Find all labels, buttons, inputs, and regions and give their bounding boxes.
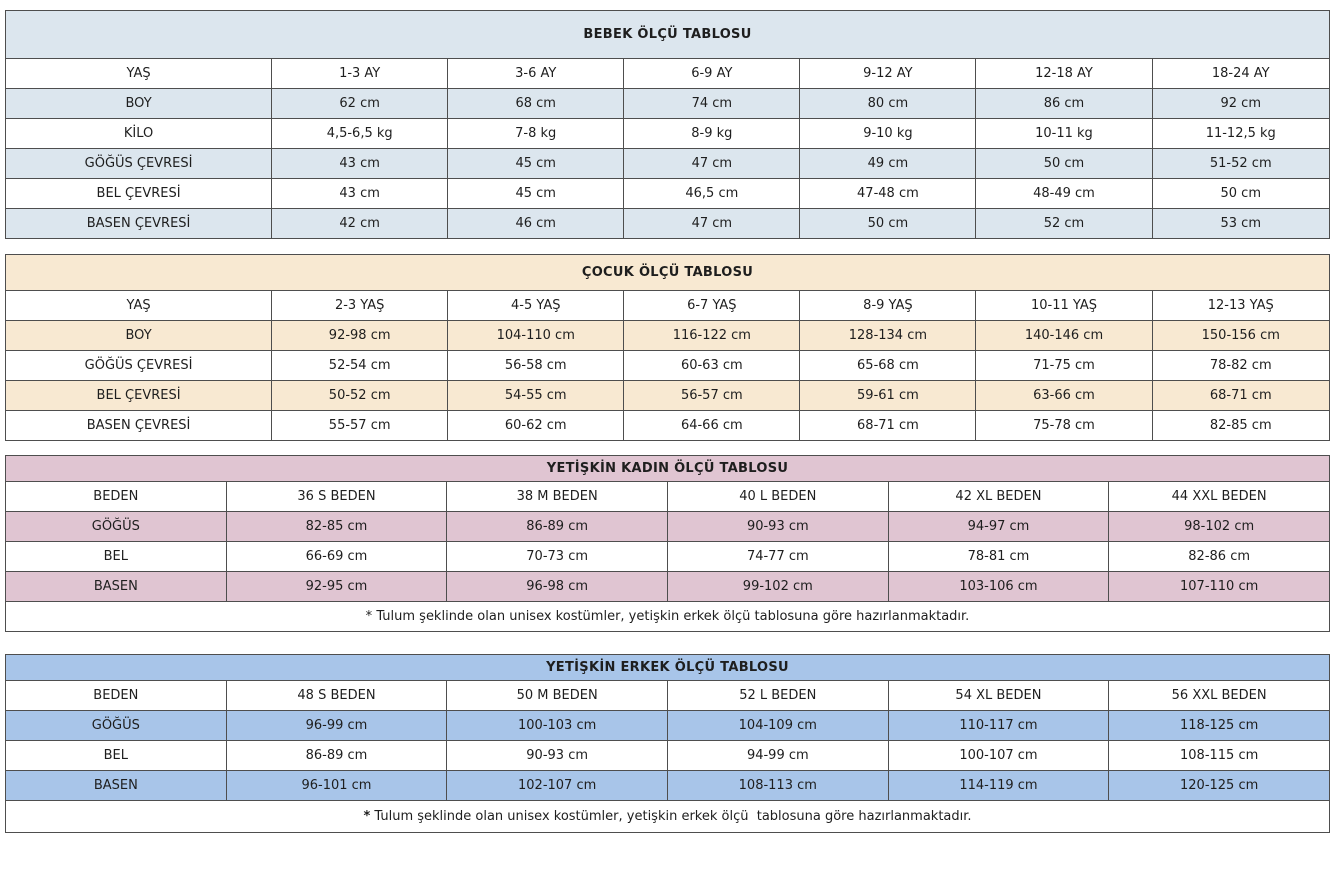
table-cell: 96-98 cm [447,572,668,602]
table-cell: 99-102 cm [667,572,888,602]
table-row [6,351,1330,381]
table-cell: 96-101 cm [226,771,447,801]
table-cell: 114-119 cm [888,771,1109,801]
size-table [5,654,1330,833]
table-cell: 100-103 cm [447,711,668,741]
column-header: 48 S BEDEN [226,681,447,711]
table-cell: 140-146 cm [976,321,1152,351]
table-cell: 107-110 cm [1109,572,1330,602]
table-row [6,321,1330,351]
table-cell: 45 cm [448,179,624,209]
table-cell: 86 cm [976,89,1152,119]
table-cell: 4,5-6,5 kg [272,119,448,149]
table-cell: 102-107 cm [447,771,668,801]
table-row [6,89,1330,119]
table-cell: 90-93 cm [447,741,668,771]
table-row [6,381,1330,411]
table-cell: 11-12,5 kg [1152,119,1329,149]
table-cell: 120-125 cm [1109,771,1330,801]
table-cell: 68-71 cm [800,411,976,441]
table-cell: 70-73 cm [447,542,668,572]
footnote-asterisk: * [365,609,373,624]
column-header: 40 L BEDEN [667,482,888,512]
footnote [6,602,1330,632]
row-label: GÖĞÜS ÇEVRESİ [6,351,272,381]
table-cell: 59-61 cm [800,381,976,411]
row-label: BOY [6,89,272,119]
size-table [5,455,1330,632]
table-cell: 46,5 cm [624,179,800,209]
table-cell: 82-86 cm [1109,542,1330,572]
table-cell: 54-55 cm [448,381,624,411]
table-cell: 104-109 cm [667,711,888,741]
table-cell: 104-110 cm [448,321,624,351]
table-cell: 56-58 cm [448,351,624,381]
row-label-header: YAŞ [6,59,272,89]
table-cell: 150-156 cm [1152,321,1329,351]
header-row [6,59,1330,89]
table-cell: 68-71 cm [1152,381,1329,411]
table-cell: 94-97 cm [888,512,1109,542]
row-label: GÖĞÜS [6,711,227,741]
column-header: 8-9 YAŞ [800,291,976,321]
header-row [6,681,1330,711]
baby-size-table-section [5,10,1332,239]
table-cell: 56-57 cm [624,381,800,411]
table-row [6,119,1330,149]
table-cell: 50 cm [1152,179,1329,209]
child-size-table-section [5,254,1332,441]
table-cell: 86-89 cm [447,512,668,542]
table-cell: 82-85 cm [226,512,447,542]
table-cell: 55-57 cm [272,411,448,441]
column-header: 18-24 AY [1152,59,1329,89]
table-cell: 74 cm [624,89,800,119]
table-cell: 71-75 cm [976,351,1152,381]
table-title: YETİŞKİN ERKEK ÖLÇÜ TABLOSU [6,655,1330,681]
table-cell: 60-63 cm [624,351,800,381]
table-cell: 116-122 cm [624,321,800,351]
table-cell: 108-115 cm [1109,741,1330,771]
table-cell: 118-125 cm [1109,711,1330,741]
column-header: 42 XL BEDEN [888,482,1109,512]
table-cell: 45 cm [448,149,624,179]
table-row [6,512,1330,542]
row-label: BOY [6,321,272,351]
row-label: KİLO [6,119,272,149]
footnote-text: Tulum şeklinde olan unisex kostümler, yetişkin erkek ölçü tablosuna göre hazırlanmaktadır. [376,609,970,624]
table-title-row [6,655,1330,681]
table-row [6,149,1330,179]
table-cell: 47 cm [624,209,800,239]
row-label: BEL [6,542,227,572]
table-cell: 52-54 cm [272,351,448,381]
table-cell: 52 cm [976,209,1152,239]
table-cell: 43 cm [272,179,448,209]
table-cell: 9-10 kg [800,119,976,149]
table-cell: 10-11 kg [976,119,1152,149]
table-row [6,411,1330,441]
table-row [6,771,1330,801]
table-cell: 47-48 cm [800,179,976,209]
table-cell: 8-9 kg [624,119,800,149]
table-row [6,741,1330,771]
row-label: BASEN ÇEVRESİ [6,411,272,441]
row-label-header: BEDEN [6,681,227,711]
table-cell: 62 cm [272,89,448,119]
footnote-row [6,801,1330,833]
table-title-row [6,456,1330,482]
table-cell: 82-85 cm [1152,411,1329,441]
table-cell: 90-93 cm [667,512,888,542]
table-cell: 50-52 cm [272,381,448,411]
table-cell: 65-68 cm [800,351,976,381]
footnote [6,801,1330,833]
table-cell: 53 cm [1152,209,1329,239]
table-title: YETİŞKİN KADIN ÖLÇÜ TABLOSU [6,456,1330,482]
row-label: GÖĞÜS ÇEVRESİ [6,149,272,179]
table-title: ÇOCUK ÖLÇÜ TABLOSU [6,255,1330,291]
table-cell: 66-69 cm [226,542,447,572]
column-header: 54 XL BEDEN [888,681,1109,711]
table-cell: 98-102 cm [1109,512,1330,542]
table-row [6,711,1330,741]
table-cell: 94-99 cm [667,741,888,771]
column-header: 52 L BEDEN [667,681,888,711]
footnote-asterisk: * [363,809,371,824]
size-table [5,254,1330,441]
column-header: 56 XXL BEDEN [1109,681,1330,711]
row-label-header: BEDEN [6,482,227,512]
table-cell: 50 cm [976,149,1152,179]
column-header: 12-13 YAŞ [1152,291,1329,321]
table-cell: 46 cm [448,209,624,239]
table-cell: 96-99 cm [226,711,447,741]
table-cell: 92-98 cm [272,321,448,351]
table-cell: 110-117 cm [888,711,1109,741]
footnote-row [6,602,1330,632]
column-header: 44 XXL BEDEN [1109,482,1330,512]
column-header: 10-11 YAŞ [976,291,1152,321]
table-cell: 48-49 cm [976,179,1152,209]
row-label: GÖĞÜS [6,512,227,542]
men-size-table-section [5,654,1332,833]
column-header: 38 M BEDEN [447,482,668,512]
column-header: 2-3 YAŞ [272,291,448,321]
column-header: 6-7 YAŞ [624,291,800,321]
table-row [6,179,1330,209]
row-label-header: YAŞ [6,291,272,321]
table-row [6,572,1330,602]
table-cell: 42 cm [272,209,448,239]
table-row [6,209,1330,239]
women-size-table-section [5,455,1332,632]
row-label: BASEN [6,771,227,801]
table-cell: 74-77 cm [667,542,888,572]
row-label: BEL ÇEVRESİ [6,179,272,209]
column-header: 50 M BEDEN [447,681,668,711]
table-cell: 100-107 cm [888,741,1109,771]
table-cell: 75-78 cm [976,411,1152,441]
column-header: 4-5 YAŞ [448,291,624,321]
table-cell: 50 cm [800,209,976,239]
table-row [6,542,1330,572]
row-label: BASEN [6,572,227,602]
table-cell: 78-81 cm [888,542,1109,572]
table-cell: 64-66 cm [624,411,800,441]
column-header: 6-9 AY [624,59,800,89]
column-header: 9-12 AY [800,59,976,89]
column-header: 36 S BEDEN [226,482,447,512]
header-row [6,482,1330,512]
table-cell: 47 cm [624,149,800,179]
table-cell: 103-106 cm [888,572,1109,602]
footnote-text: Tulum şeklinde olan unisex kostümler, yetişkin erkek ölçü tablosuna göre hazırlanmaktadır. [374,809,972,824]
row-label: BASEN ÇEVRESİ [6,209,272,239]
table-cell: 108-113 cm [667,771,888,801]
table-title-row [6,11,1330,59]
table-cell: 7-8 kg [448,119,624,149]
size-table [5,10,1330,239]
table-cell: 80 cm [800,89,976,119]
table-cell: 49 cm [800,149,976,179]
column-header: 1-3 AY [272,59,448,89]
header-row [6,291,1330,321]
table-cell: 51-52 cm [1152,149,1329,179]
table-title-row [6,255,1330,291]
table-cell: 128-134 cm [800,321,976,351]
table-cell: 63-66 cm [976,381,1152,411]
table-cell: 78-82 cm [1152,351,1329,381]
row-label: BEL [6,741,227,771]
table-cell: 43 cm [272,149,448,179]
table-cell: 92-95 cm [226,572,447,602]
table-cell: 60-62 cm [448,411,624,441]
row-label: BEL ÇEVRESİ [6,381,272,411]
table-cell: 92 cm [1152,89,1329,119]
column-header: 12-18 AY [976,59,1152,89]
table-cell: 68 cm [448,89,624,119]
table-cell: 86-89 cm [226,741,447,771]
column-header: 3-6 AY [448,59,624,89]
table-title: BEBEK ÖLÇÜ TABLOSU [6,11,1330,59]
